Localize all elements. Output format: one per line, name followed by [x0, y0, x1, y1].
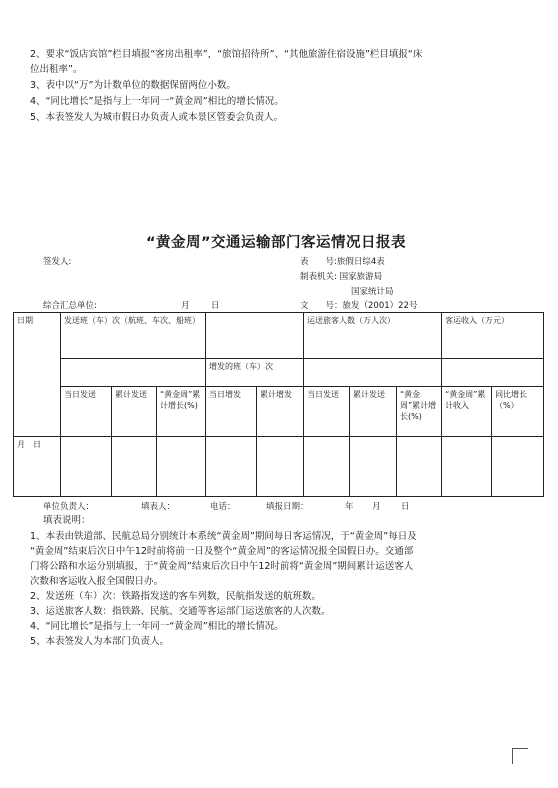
- sub-header-9: “黄金周”累计收入: [442, 387, 492, 437]
- notes-heading: 填表说明：: [43, 515, 91, 526]
- doc-number: 文 号：旅发（2001）22号: [300, 301, 418, 311]
- table-cell[interactable]: [206, 437, 257, 497]
- bottom-note-1: 1、本表由铁道部、民航总局分别统计本系统“黄金周”期间每日客运情况，于“黄金周”每日及: [30, 531, 417, 542]
- sub-header-5: 累计增发: [257, 387, 304, 437]
- table-cell[interactable]: [157, 437, 206, 497]
- page-corner-mark: [512, 748, 528, 749]
- date-header: 日期: [14, 313, 61, 437]
- bottom-note-3: 3、运送旅客人数：指铁路、民航、交通等客运部门运送旅客的人次数。: [30, 606, 331, 617]
- page-corner-mark: [512, 748, 513, 764]
- passengers-header-cont: [304, 359, 442, 387]
- sub-header-1: 当日发送: [61, 387, 112, 437]
- revenue-header: 客运收入（万元）: [442, 313, 544, 359]
- year-label: 年: [345, 502, 354, 512]
- day-label: 日: [211, 301, 220, 311]
- top-note-2: 3、表中以“万”为计数单位的数据保留两位小数。: [30, 80, 236, 91]
- table-number: 表 号:旅假日综4表: [300, 257, 385, 267]
- form-title: “黄金周”交通运输部门客运情况日报表: [146, 235, 407, 251]
- sub-header-2: 累计发送: [112, 387, 157, 437]
- bottom-note-2: 2、发送班（车）次：铁路指发送的客车列数，民航指发送的航班数。: [30, 591, 322, 602]
- filler-label: 填表人：: [141, 502, 176, 512]
- table-cell[interactable]: [492, 437, 544, 497]
- departures-header-cont: [61, 359, 206, 387]
- added-header-top: [206, 313, 304, 359]
- month-label: 月: [181, 301, 190, 311]
- sub-header-10: 同比增长（%）: [492, 387, 544, 437]
- report-date-label: 填报日期：: [266, 502, 309, 512]
- top-note-4: 5、本表签发人为城市假日办负责人或本景区管委会负责人。: [30, 112, 284, 123]
- sub-header-4: 当日增发: [206, 387, 257, 437]
- top-note-3: 4、“同比增长”是指与上一年同一“黄金周”相比的增长情况。: [30, 96, 284, 107]
- issuer-1: 制表机关: 国家旅游局: [300, 272, 383, 282]
- departures-header: 发送班（车）次（航班、车次、船班）: [61, 313, 206, 359]
- report-table: [13, 312, 544, 497]
- bottom-note-5: 5、本表签发人为本部门负责人。: [30, 636, 170, 647]
- bottom-note-1-cont-c: 次数和客运收入报全国假日办。: [30, 576, 164, 587]
- table-cell[interactable]: [257, 437, 304, 497]
- phone-label: 电话：: [210, 502, 236, 512]
- passengers-header: 运送旅客人数（万人次）: [304, 313, 442, 359]
- added-header: 增发的班（车）次: [206, 359, 304, 387]
- table-cell[interactable]: [442, 437, 492, 497]
- revenue-header-cont: [442, 359, 544, 387]
- sub-header-6: 当日发送: [304, 387, 350, 437]
- bottom-note-4: 4、“同比增长”是指与上一年同一“黄金周”相比的增长情况。: [30, 621, 284, 632]
- footer-month-label: 月: [372, 502, 381, 512]
- table-cell[interactable]: [397, 437, 442, 497]
- signer-label: 签发人:: [43, 257, 72, 267]
- footer-day-label: 日: [401, 502, 410, 512]
- responsible-label: 单位负责人：: [43, 502, 95, 512]
- table-cell[interactable]: [61, 437, 112, 497]
- sub-header-3: “黄金周”累计增长(%): [157, 387, 206, 437]
- table-cell[interactable]: [350, 437, 397, 497]
- sub-header-8: “黄金周”累计增长(%): [397, 387, 442, 437]
- bottom-note-1-cont-a: “黄金周”结束后次日中午12时前将前一日及整个“黄金周”的客运情况报全国假日办。交通部: [30, 546, 414, 557]
- table-cell[interactable]: [112, 437, 157, 497]
- unit-label: 综合汇总单位:: [43, 301, 97, 311]
- top-note-1: 2、要求“饭店宾馆”栏目填报“客房出租率”，“旅馆招待所”、“其他旅游住宿设施”栏目填报“床: [30, 49, 423, 60]
- table-cell[interactable]: [304, 437, 350, 497]
- sub-header-7: 累计发送: [350, 387, 397, 437]
- row-date-label: 月 日: [14, 437, 61, 497]
- top-note-1-cont: 位出租率”。: [30, 64, 83, 75]
- bottom-note-1-cont-b: 门将公路和水运分别填报，于“黄金周”结束后次日中午12时前将“黄金周”期间累计运送客人: [30, 561, 414, 572]
- issuer-2: 国家统计局: [351, 287, 394, 297]
